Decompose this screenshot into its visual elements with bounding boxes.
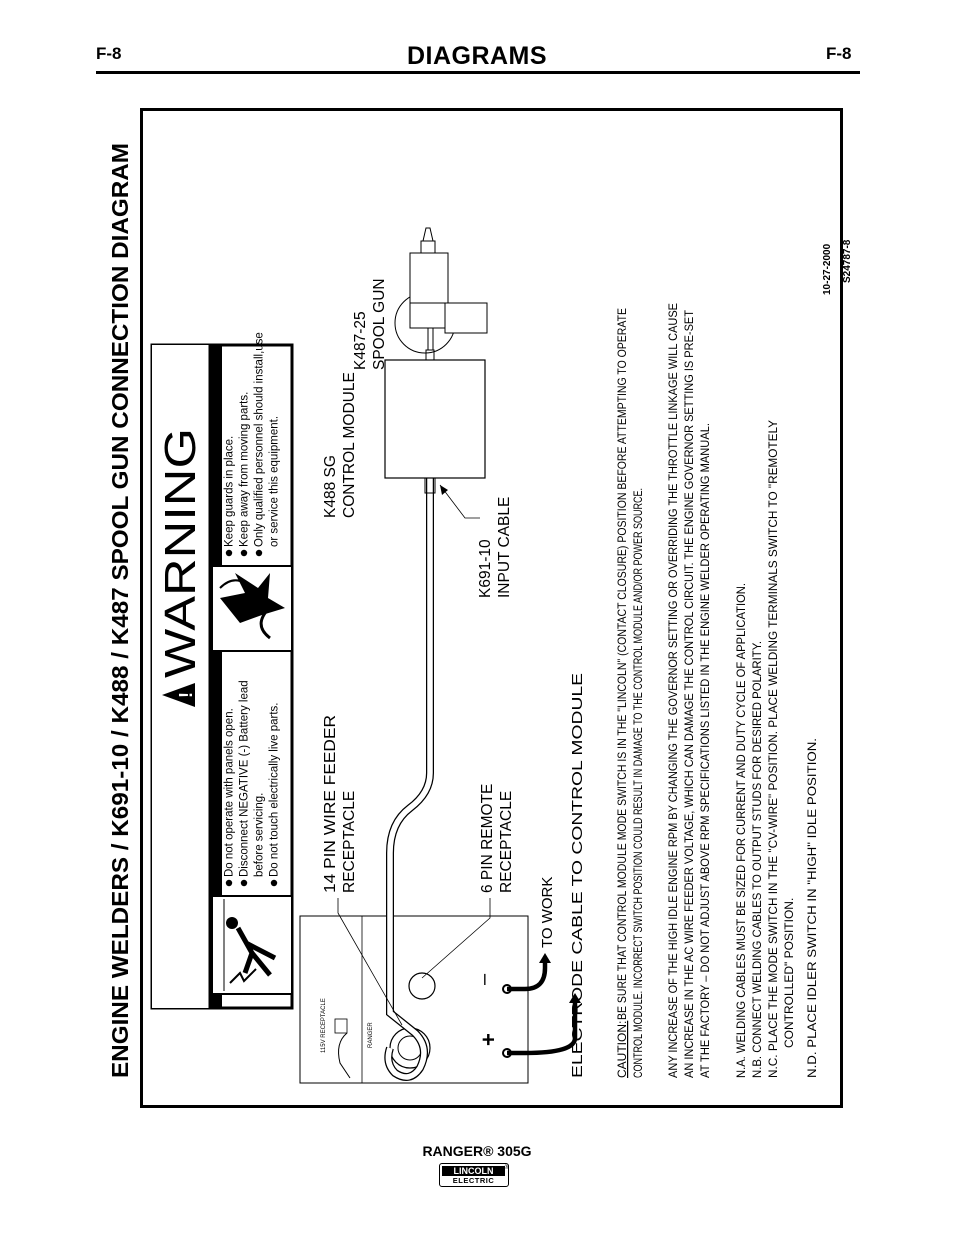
warning-box — [152, 332, 292, 1008]
remote-leader — [422, 898, 490, 978]
receptacle-cord — [339, 1033, 350, 1078]
electrode-cable-label: ELECTRODE CABLE TO CONTROL MODULE — [569, 763, 586, 1078]
receptacle-label: 115V RECEPTACLE — [321, 998, 327, 1053]
warning-left-item-4: Do not touch electrically live parts. — [268, 702, 281, 877]
warning-heading: WARNING — [156, 466, 205, 678]
wire-feeder-label-line1: 14 PIN WIRE FEEDER — [322, 733, 339, 893]
lincoln-electric-logo — [439, 1163, 509, 1187]
input-cable-label-line1: K691-10 — [477, 539, 494, 598]
drawing-date: 10-27-2000 — [822, 243, 833, 295]
logo-registered-mark: ® — [504, 1165, 509, 1171]
diagram-notes — [615, 205, 819, 1078]
6-pin-receptacle — [409, 973, 435, 999]
electric-hazard-icon — [212, 896, 292, 994]
warning-left-item-2: Disconnect NEGATIVE (-) Battery lead — [238, 680, 251, 877]
panel-brand-label: RANGER — [368, 1022, 374, 1048]
warning-left-item-1: Do not operate with panels open. — [223, 708, 236, 877]
warning-right-item-2: Keep away from moving parts. — [238, 391, 251, 547]
warning-left-list — [224, 680, 281, 886]
k487-spool-gun — [395, 228, 487, 353]
connection-diagram — [107, 108, 853, 1108]
note-na: N.A. WELDING CABLES MUST BE SIZED FOR CURRENT AND DUTY CYCLE OF APPLICATION. — [734, 547, 748, 1078]
wire-feeder-label-line2: RECEPTACLE — [341, 790, 358, 893]
section-title: DIAGRAMS — [406, 42, 548, 70]
warning-left-item-3: before servicing. — [253, 792, 266, 877]
welder-panel — [300, 916, 528, 1083]
note-nb: N.B. CONNECT WELDING CABLES TO OUTPUT STUDS FOR DESIRED POLARITY. — [750, 616, 764, 1078]
warning-right-item-3: Only qualified personnel should install,use — [253, 332, 266, 547]
svg-text:!: ! — [176, 692, 196, 698]
rpm-note-line-3: AT THE FACTORY – DO NOT ADJUST ABOVE RPM SPECIFICATIONS LISTED IN THE ENGINE WELDER OPERATING MANUAL. — [698, 370, 712, 1078]
remote-label-line1: 6 PIN REMOTE — [479, 783, 496, 893]
warning-right-item-4: or service this equipment. — [268, 415, 281, 547]
note-nd: N.D. PLACE IDLER SWITCH IN "HIGH" IDLE POSITION. — [805, 770, 819, 1078]
caution-line-1: BE SURE THAT CONTROL MODULE MODE SWITCH IS IN THE "LINCOLN" (CONTACT CLOSURE) POSITION BEFORE ATTEMPTING TO OPERATE — [615, 205, 629, 1020]
spool-gun-label-line1: K487-25 — [352, 311, 369, 370]
moving-parts-icon — [212, 566, 292, 651]
page-code-right: F-8 — [826, 44, 852, 63]
remote-label-line2: RECEPTACLE — [498, 790, 515, 893]
drawing-number: S24787-8 — [842, 239, 853, 283]
page-code-left: F-8 — [96, 44, 122, 63]
caution-label: CAUTION: — [615, 1020, 629, 1078]
logo-bottom-text: ELECTRIC — [452, 1176, 495, 1185]
k488-control-module — [385, 350, 485, 493]
model-name: RANGER® 305G — [422, 1143, 532, 1159]
input-cable-label-line2: INPUT CABLE — [496, 496, 513, 598]
negative-sign: – — [473, 973, 495, 985]
caution-line-2: CONTROL MODULE. INCORRECT SWITCH POSITION COULD RESULT IN DAMAGE TO THE CONTROL MODULE AND/OR POWER SOURCE. — [631, 291, 645, 1078]
note-nc-line-2: CONTROLLED" POSITION. — [782, 897, 796, 1048]
diagram-title: ENGINE WELDERS / K691-10 / K488 / K487 SPOOL GUN CONNECTION DIAGRAM — [107, 172, 133, 1078]
warning-right-item-1: Keep guards in place. — [223, 435, 236, 547]
rpm-note-line-1: ANY INCREASE OF THE HIGH IDLE ENGINE RPM BY CHANGING THE GOVERNOR SETTING OR OVERRIDING THE THROTTLE LINKAGE WILL CAUSE — [666, 230, 680, 1078]
warning-right-list — [224, 332, 281, 556]
logo-top-text: LINCOLN — [442, 1166, 505, 1176]
control-module-label-line2: CONTROL MODULE — [341, 372, 358, 518]
control-module-label-line1: K488 SG — [322, 455, 339, 518]
positive-sign: + — [476, 1033, 501, 1046]
work-arrow-icon — [539, 953, 551, 963]
note-nc-line-1: N.C. PLACE THE MODE SWITCH IN THE "CV-WIRE" POSITION. PLACE WELDING TERMINALS SWITCH TO "REMOTELY — [766, 407, 780, 1078]
rpm-note-line-2: AN INCREASE IN THE AC WIRE FEEDER VOLTAGE, WHICH CAN DAMAGE THE CONTROL CIRCUIT. THE ENGINE GOVERNOR SETTING IS PRE-SET — [682, 240, 696, 1078]
header-rule — [96, 71, 860, 74]
to-work-label: TO WORK — [539, 876, 556, 948]
outlet-icon — [335, 1019, 347, 1033]
spool-gun-label-line2: SPOOL GUN — [371, 278, 388, 370]
